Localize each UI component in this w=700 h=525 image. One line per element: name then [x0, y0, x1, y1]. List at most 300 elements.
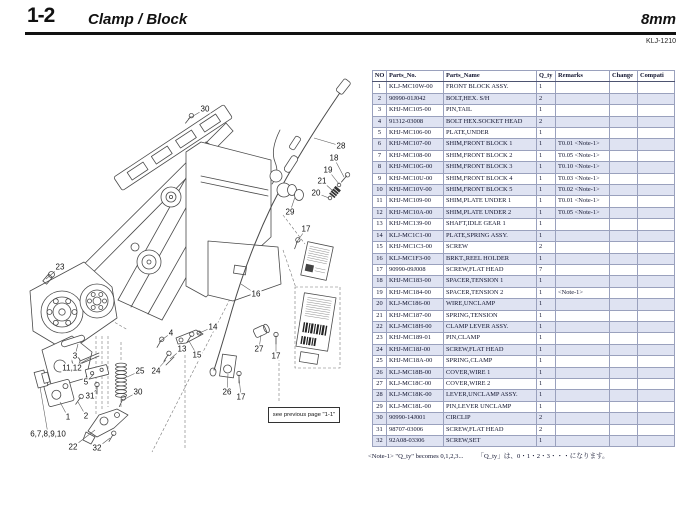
table-cell: SHIM,PLATE UNDER 2 — [444, 207, 537, 218]
table-cell: KLJ-MC186-00 — [387, 299, 444, 310]
table-cell: SHIM,FRONT BLOCK 3 — [444, 162, 537, 173]
table-cell — [610, 105, 638, 116]
parts-table-wrap — [372, 70, 675, 447]
table-cell — [610, 378, 638, 389]
table-row — [373, 242, 675, 253]
diagram-callout: 18 — [329, 153, 339, 163]
page-title: Clamp / Block — [88, 11, 188, 28]
table-cell: KHJ-MC10G-00 — [387, 162, 444, 173]
table-cell — [610, 116, 638, 127]
table-cell: SCREW,FLAT HEAD — [444, 424, 537, 435]
table-cell — [638, 378, 675, 389]
diagram-callout: 32 — [92, 443, 102, 453]
table-cell: 1 — [537, 150, 556, 161]
table-cell — [610, 230, 638, 241]
table-cell — [638, 185, 675, 196]
table-cell — [556, 367, 610, 378]
diagram-callout: 21 — [317, 176, 327, 186]
table-cell — [556, 401, 610, 412]
table-cell: SPACER,TENSION 2 — [444, 287, 537, 298]
table-cell: SHIM,FRONT BLOCK 4 — [444, 173, 537, 184]
table-row — [373, 287, 675, 298]
diagram-callout: 20 — [311, 188, 321, 198]
table-row — [373, 264, 675, 275]
table-cell: SCREW,FLAT HEAD — [444, 264, 537, 275]
table-cell: 98707-03006 — [387, 424, 444, 435]
table-cell: T0.10 <Note-1> — [556, 162, 610, 173]
table-cell — [638, 310, 675, 321]
table-cell: CIRCLIP — [444, 413, 537, 424]
table-cell: 21 — [373, 310, 387, 321]
table-cell: 1 — [537, 299, 556, 310]
table-row — [373, 333, 675, 344]
table-cell: 1 — [537, 321, 556, 332]
table-cell — [610, 424, 638, 435]
column-header: Parts_No. — [387, 71, 444, 82]
table-row — [373, 436, 675, 447]
table-cell — [610, 242, 638, 253]
diagram-callout: 5 — [83, 377, 89, 387]
table-cell — [610, 390, 638, 401]
table-cell — [638, 116, 675, 127]
table-cell: T0.03 <Note-1> — [556, 173, 610, 184]
table-cell — [638, 162, 675, 173]
table-cell: 5 — [373, 128, 387, 139]
table-cell — [556, 219, 610, 230]
table-row — [373, 253, 675, 264]
table-cell — [638, 344, 675, 355]
table-cell: 25 — [373, 356, 387, 367]
table-cell: 3 — [373, 105, 387, 116]
table-cell: KLJ-MC18H-00 — [387, 321, 444, 332]
table-cell: 1 — [537, 207, 556, 218]
table-cell — [556, 310, 610, 321]
table-cell: 1 — [537, 253, 556, 264]
table-cell — [610, 150, 638, 161]
table-row — [373, 207, 675, 218]
table-cell: 1 — [537, 276, 556, 287]
table-cell: <Note-1> — [556, 287, 610, 298]
table-cell — [610, 128, 638, 139]
table-cell: T0.05 <Note-1> — [556, 207, 610, 218]
table-cell — [638, 173, 675, 184]
table-cell — [556, 253, 610, 264]
diagram-callout: 27 — [254, 344, 264, 354]
table-cell — [610, 219, 638, 230]
table-cell: KHJ-MC10U-00 — [387, 173, 444, 184]
table-cell: 16 — [373, 253, 387, 264]
table-cell: PIN,TAIL — [444, 105, 537, 116]
table-cell: KLJ-MC18B-00 — [387, 367, 444, 378]
table-cell: 22 — [373, 321, 387, 332]
table-cell: SPRING,CLAMP — [444, 356, 537, 367]
table-cell: 1 — [537, 128, 556, 139]
table-cell: FRONT BLOCK ASSY. — [444, 82, 537, 93]
model-code: KLJ-1210 — [646, 38, 676, 45]
footnote-en: <Note-1> "Q_ty" becomes 0,1,2,3... — [368, 453, 464, 460]
table-cell: 31 — [373, 424, 387, 435]
table-cell: KHJ-MC187-00 — [387, 310, 444, 321]
table-row — [373, 367, 675, 378]
table-cell — [610, 196, 638, 207]
table-cell: 14 — [373, 230, 387, 241]
table-cell — [638, 105, 675, 116]
table-row — [373, 310, 675, 321]
table-cell — [610, 139, 638, 150]
diagram-callout: 30 — [133, 387, 143, 397]
see-previous-page-box: see previous page "1-1" — [268, 407, 340, 423]
table-cell — [556, 413, 610, 424]
table-cell: 26 — [373, 367, 387, 378]
table-cell — [638, 207, 675, 218]
table-row — [373, 219, 675, 230]
table-cell: 27 — [373, 378, 387, 389]
table-row — [373, 128, 675, 139]
column-header: Remarks — [556, 71, 610, 82]
table-cell: COVER,WIRE 2 — [444, 378, 537, 389]
table-cell: 1 — [537, 185, 556, 196]
table-cell — [610, 321, 638, 332]
table-cell — [556, 116, 610, 127]
table-cell — [610, 162, 638, 173]
table-cell: 30 — [373, 413, 387, 424]
table-cell: CLAMP LEVER ASSY. — [444, 321, 537, 332]
table-cell: KHJ-MC1C3-00 — [387, 242, 444, 253]
parts-table-body — [373, 82, 675, 447]
table-cell — [638, 230, 675, 241]
table-row — [373, 276, 675, 287]
table-cell — [638, 367, 675, 378]
diagram-callout: 1 — [65, 412, 71, 422]
table-cell — [610, 82, 638, 93]
table-cell: PLATE,SPRING ASSY. — [444, 230, 537, 241]
table-cell: 90990-01J042 — [387, 93, 444, 104]
table-cell — [638, 287, 675, 298]
table-row — [373, 196, 675, 207]
table-cell — [638, 264, 675, 275]
table-cell: SHIM,FRONT BLOCK 5 — [444, 185, 537, 196]
table-cell: 13 — [373, 219, 387, 230]
diagram-callout: 31 — [85, 391, 95, 401]
table-cell — [556, 276, 610, 287]
table-row — [373, 82, 675, 93]
table-cell: 23 — [373, 333, 387, 344]
table-cell: 6 — [373, 139, 387, 150]
table-cell — [556, 356, 610, 367]
diagram-callout: 25 — [135, 366, 145, 376]
table-cell: 90990-09J008 — [387, 264, 444, 275]
table-cell: SPRING,TENSION — [444, 310, 537, 321]
table-cell — [638, 128, 675, 139]
table-cell — [638, 413, 675, 424]
table-cell: 1 — [537, 378, 556, 389]
table-cell: KHJ-MC10A-00 — [387, 207, 444, 218]
table-cell — [610, 173, 638, 184]
table-row — [373, 230, 675, 241]
table-cell — [638, 82, 675, 93]
table-cell: BRKT.,REEL HOLDER — [444, 253, 537, 264]
table-cell: KHJ-MC183-00 — [387, 276, 444, 287]
table-cell: 1 — [537, 356, 556, 367]
table-cell: SCREW — [444, 242, 537, 253]
diagram-callout: 13 — [177, 344, 187, 354]
table-cell: 15 — [373, 242, 387, 253]
table-cell — [638, 242, 675, 253]
table-cell: KHJ-MC189-01 — [387, 333, 444, 344]
table-cell: 2 — [537, 424, 556, 435]
table-cell: KHJ-MC18A-00 — [387, 356, 444, 367]
table-cell: KHJ-MC10V-00 — [387, 185, 444, 196]
table-cell: 1 — [537, 173, 556, 184]
parts-table — [372, 70, 675, 447]
table-cell: KHJ-MC184-00 — [387, 287, 444, 298]
section-number: 1-2 — [27, 4, 55, 27]
table-cell: 11 — [373, 196, 387, 207]
table-cell — [556, 128, 610, 139]
table-row — [373, 356, 675, 367]
table-cell — [610, 299, 638, 310]
table-cell — [638, 321, 675, 332]
table-cell: KLJ-MC1F3-00 — [387, 253, 444, 264]
table-cell — [556, 82, 610, 93]
table-cell — [556, 105, 610, 116]
diagram-callout: 4 — [168, 328, 174, 338]
column-header: NO — [373, 71, 387, 82]
table-cell — [556, 230, 610, 241]
table-cell: KLJ-MC18K-00 — [387, 390, 444, 401]
table-cell — [556, 333, 610, 344]
table-header-row — [373, 71, 675, 82]
table-cell: 92A08-03306 — [387, 436, 444, 447]
size-label: 8mm — [640, 11, 676, 28]
table-cell: SHIM,PLATE UNDER 1 — [444, 196, 537, 207]
table-cell — [638, 253, 675, 264]
table-cell — [610, 401, 638, 412]
table-cell: SHIM,FRONT BLOCK 1 — [444, 139, 537, 150]
table-cell: KLJ-MC18L-00 — [387, 401, 444, 412]
diagram-callout: 3 — [72, 351, 78, 361]
diagram-callout: 16 — [251, 289, 261, 299]
table-cell: 2 — [537, 93, 556, 104]
table-row — [373, 424, 675, 435]
table-cell: 1 — [537, 401, 556, 412]
table-cell: 24 — [373, 344, 387, 355]
table-cell: KHJ-MC139-00 — [387, 219, 444, 230]
table-cell — [638, 93, 675, 104]
table-cell: 12 — [373, 207, 387, 218]
table-cell — [638, 390, 675, 401]
table-cell — [610, 185, 638, 196]
column-header: Q_ty — [537, 71, 556, 82]
table-cell — [556, 436, 610, 447]
table-cell: 1 — [537, 344, 556, 355]
table-cell: 29 — [373, 401, 387, 412]
table-cell: 1 — [537, 139, 556, 150]
table-row — [373, 139, 675, 150]
table-cell: SCREW,FLAT HEAD — [444, 344, 537, 355]
table-cell: T0.05 <Note-1> — [556, 150, 610, 161]
table-cell: 1 — [537, 310, 556, 321]
table-cell: LEVER,UNCLAMP ASSY. — [444, 390, 537, 401]
table-cell: 7 — [537, 264, 556, 275]
table-cell: BOLT HEX.SOCKET HEAD — [444, 116, 537, 127]
table-row — [373, 173, 675, 184]
column-header: Parts_Name — [444, 71, 537, 82]
column-header: Compati — [638, 71, 675, 82]
table-row — [373, 93, 675, 104]
table-cell: 1 — [537, 367, 556, 378]
diagram-callout: 29 — [285, 207, 295, 217]
table-cell: 2 — [373, 93, 387, 104]
table-cell: KHJ-MC108-00 — [387, 150, 444, 161]
table-cell: 1 — [537, 436, 556, 447]
table-cell: 7 — [373, 150, 387, 161]
diagram-callout: 17 — [236, 392, 246, 402]
table-row — [373, 378, 675, 389]
table-cell — [610, 356, 638, 367]
table-cell: SCREW,SET — [444, 436, 537, 447]
table-cell — [556, 390, 610, 401]
table-cell: KLJ-MC10W-00 — [387, 82, 444, 93]
table-cell: 2 — [537, 242, 556, 253]
table-cell: 1 — [537, 82, 556, 93]
table-cell: KHJ-MC106-00 — [387, 128, 444, 139]
diagram-callout: 17 — [271, 351, 281, 361]
table-row — [373, 344, 675, 355]
table-cell: 1 — [537, 105, 556, 116]
table-cell — [638, 299, 675, 310]
table-cell: COVER,WIRE 1 — [444, 367, 537, 378]
table-cell — [610, 367, 638, 378]
diagram-callout: 30 — [200, 104, 210, 114]
table-cell: T0.02 <Note-1> — [556, 185, 610, 196]
table-cell — [556, 424, 610, 435]
table-cell: SHIM,FRONT BLOCK 2 — [444, 150, 537, 161]
table-cell: 1 — [537, 390, 556, 401]
table-cell: SPACER,TENSION 1 — [444, 276, 537, 287]
table-row — [373, 150, 675, 161]
table-cell: 10 — [373, 185, 387, 196]
table-row — [373, 299, 675, 310]
table-cell — [638, 139, 675, 150]
table-cell — [556, 321, 610, 332]
table-cell: KHJ-MC109-00 — [387, 196, 444, 207]
table-cell: PIN,LEVER UNCLAMP — [444, 401, 537, 412]
table-cell — [610, 436, 638, 447]
footnote-jp: 「Q_ty」は、0・1・2・3・・・になります。 — [477, 453, 609, 460]
table-cell — [638, 219, 675, 230]
table-row — [373, 105, 675, 116]
table-cell — [556, 378, 610, 389]
table-row — [373, 321, 675, 332]
table-cell: 1 — [373, 82, 387, 93]
diagram-callout: 23 — [55, 262, 65, 272]
table-cell: PLATE,UNDER — [444, 128, 537, 139]
table-cell — [610, 264, 638, 275]
table-cell: KLJ-MC1C1-00 — [387, 230, 444, 241]
table-row — [373, 401, 675, 412]
table-cell: 8 — [373, 162, 387, 173]
table-cell: 1 — [537, 162, 556, 173]
diagram-callout: 19 — [323, 165, 333, 175]
table-cell: KLJ-MC18C-00 — [387, 378, 444, 389]
table-cell — [638, 196, 675, 207]
table-cell — [556, 264, 610, 275]
table-cell: 2 — [537, 413, 556, 424]
table-row — [373, 185, 675, 196]
diagram-callout: 22 — [68, 442, 78, 452]
table-cell: 32 — [373, 436, 387, 447]
table-cell — [610, 333, 638, 344]
table-cell: 19 — [373, 287, 387, 298]
table-cell: 2 — [537, 116, 556, 127]
column-header: Change — [610, 71, 638, 82]
table-cell — [638, 436, 675, 447]
table-cell: 1 — [537, 287, 556, 298]
table-cell — [638, 276, 675, 287]
table-cell: KHJ-MC105-00 — [387, 105, 444, 116]
table-cell — [638, 356, 675, 367]
diagram-callout: 24 — [151, 366, 161, 376]
table-cell: 18 — [373, 276, 387, 287]
diagram-callout: 26 — [222, 387, 232, 397]
table-cell — [610, 310, 638, 321]
diagram-callout: 2 — [83, 411, 89, 421]
table-cell: T0.01 <Note-1> — [556, 196, 610, 207]
table-cell — [610, 287, 638, 298]
diagram-callout: 15 — [192, 350, 202, 360]
table-cell — [638, 401, 675, 412]
table-cell — [610, 93, 638, 104]
diagram-callout: 14 — [208, 322, 218, 332]
diagram-callout: 11,12 — [62, 363, 82, 373]
table-row — [373, 162, 675, 173]
table-cell — [556, 299, 610, 310]
diagram-callout: 17 — [301, 224, 311, 234]
table-cell — [638, 333, 675, 344]
table-cell: BOLT,HEX. S/H — [444, 93, 537, 104]
table-cell: SHAFT,IDLE GEAR 1 — [444, 219, 537, 230]
table-cell — [610, 276, 638, 287]
table-cell: 9 — [373, 173, 387, 184]
table-cell: WIRE,UNCLAMP — [444, 299, 537, 310]
table-row — [373, 413, 675, 424]
table-row — [373, 116, 675, 127]
table-cell — [610, 253, 638, 264]
table-cell: 91312-03008 — [387, 116, 444, 127]
table-cell: 28 — [373, 390, 387, 401]
table-cell: 20 — [373, 299, 387, 310]
diagram-callout: 28 — [336, 141, 346, 151]
table-cell: 1 — [537, 196, 556, 207]
table-cell: 1 — [537, 219, 556, 230]
diagram-callout: 6,7,8,9,10 — [30, 429, 66, 439]
table-cell — [556, 344, 610, 355]
table-cell: T0.01 <Note-1> — [556, 139, 610, 150]
table-cell: 1 — [537, 230, 556, 241]
table-cell — [610, 207, 638, 218]
table-cell — [638, 424, 675, 435]
table-cell: 1 — [537, 333, 556, 344]
table-cell: KHJ-MC18J-00 — [387, 344, 444, 355]
table-cell: 17 — [373, 264, 387, 275]
table-row — [373, 390, 675, 401]
table-cell — [638, 150, 675, 161]
table-cell — [610, 344, 638, 355]
table-cell: KHJ-MC107-00 — [387, 139, 444, 150]
table-cell: 90990-14J001 — [387, 413, 444, 424]
footnote — [368, 450, 698, 460]
